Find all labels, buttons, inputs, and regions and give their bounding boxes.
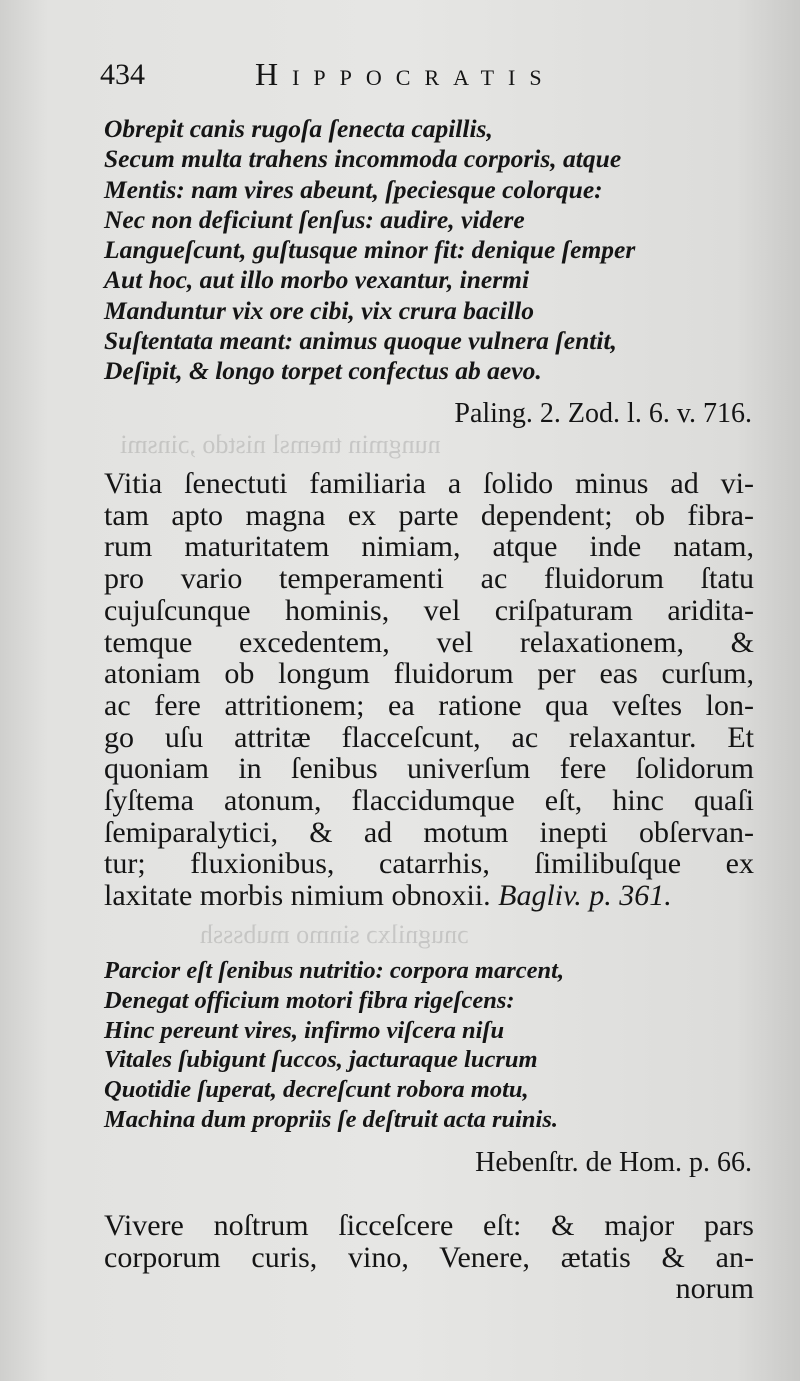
text-line: cujuſcunque hominis, vel criſpaturam aridita-	[104, 593, 754, 627]
text-line: atoniam ob longum fluidorum per eas curſum,	[104, 657, 754, 691]
verse-line: Quotidie ſuperat, decreſcunt robora motu,	[104, 1076, 529, 1104]
prose-paragraph-2	[104, 1210, 754, 1305]
verse-line: Hinc pereunt vires, infirmo viſcera niſu	[104, 1016, 505, 1044]
text-line: go uſu attritæ flacceſcunt, ac relaxantur. Et	[104, 720, 754, 754]
verse-line: Vitales ſubigunt ſuccos, jacturaque lucrum	[104, 1046, 538, 1074]
citation: Bagliv. p. 361.	[498, 879, 672, 913]
verse-line: Deſipit, & longo torpet confectus ab aevo.	[104, 356, 542, 386]
verse-line: Secum multa trahens incommoda corporis, atque	[104, 144, 622, 174]
text-line: ac fere attritionem; ea ratione qua veſtes lon-	[104, 688, 754, 722]
verse-source-2: Hebenſtr. de Hom. p. 66.	[475, 1147, 752, 1178]
text-line: quoniam in ſenibus univerſum fere ſolidorum	[104, 752, 754, 786]
text-line: Vitia ſenectuti familiaria a ſolido minus ad vi-	[104, 467, 754, 500]
text-line: Vivere noſtrum ſicceſcere eſt: & major pars	[104, 1209, 754, 1242]
verse-line: Parcior eſt ſenibus nutritio: corpora marcent,	[104, 957, 565, 984]
bleed-through-text: nungmin tnemsl nistdo ,ɔinsmi	[120, 430, 441, 459]
prose-paragraph-1	[104, 468, 754, 912]
verse-line: Manduntur vix ore cibi, vix crura bacillo	[104, 295, 534, 325]
verse-line: Nec non deficiunt ſenſus: audire, videre	[104, 204, 525, 234]
text-line: temque excedentem, vel relaxationem, &	[104, 625, 754, 659]
verse-quotation-1	[104, 114, 754, 387]
text-line: tam apto magna ex parte dependent; ob fibra-	[104, 498, 754, 532]
verse-line: Mentis: nam vires abeunt, ſpeciesque colorque:	[104, 174, 603, 204]
text-line: rum maturitatem nimiam, atque inde natam,	[104, 530, 754, 564]
catchword: norum	[675, 1272, 754, 1306]
verse-source-1: Paling. 2. Zod. l. 6. v. 716.	[454, 398, 752, 429]
page-header	[100, 56, 620, 96]
text-line: pro vario temperamenti ac fluidorum ſtatu	[104, 562, 754, 596]
verse-line: Denegat officium motori fibra rigeſcens:	[104, 986, 515, 1014]
text-line: ſyſtema atonum, flaccidumque eſt, hinc quaſi	[104, 784, 754, 818]
text-line: corporum curis, vino, Venere, ætatis & an-	[104, 1240, 754, 1274]
page-number: 434	[100, 58, 145, 91]
text-line: laxitate morbis nimium obnoxii.	[104, 879, 491, 913]
text-line-with-citation	[104, 880, 754, 912]
text-line: ſemiparalytici, & ad motum inepti obſervan-	[104, 815, 754, 849]
verse-line: Langueſcunt, guſtusque minor fit: denique ſemper	[104, 235, 636, 265]
verse-line: Obrepit canis rugoſa ſenecta capillis,	[104, 114, 493, 143]
running-head: Hippocratis	[255, 56, 556, 92]
bleed-through-text: ɔnugnilxɔ sinmo mubsssh	[200, 920, 469, 949]
verse-line: Suſtentata meant: animus quoque vulnera ſentit,	[104, 326, 617, 356]
verse-line: Aut hoc, aut illo morbo vexantur, inermi	[104, 265, 530, 295]
verse-quotation-2	[104, 956, 754, 1135]
text-line: tur; fluxionibus, catarrhis, ſimilibuſque ex	[104, 847, 754, 881]
verse-line: Machina dum propriis ſe deſtruit acta ruinis.	[104, 1105, 559, 1133]
